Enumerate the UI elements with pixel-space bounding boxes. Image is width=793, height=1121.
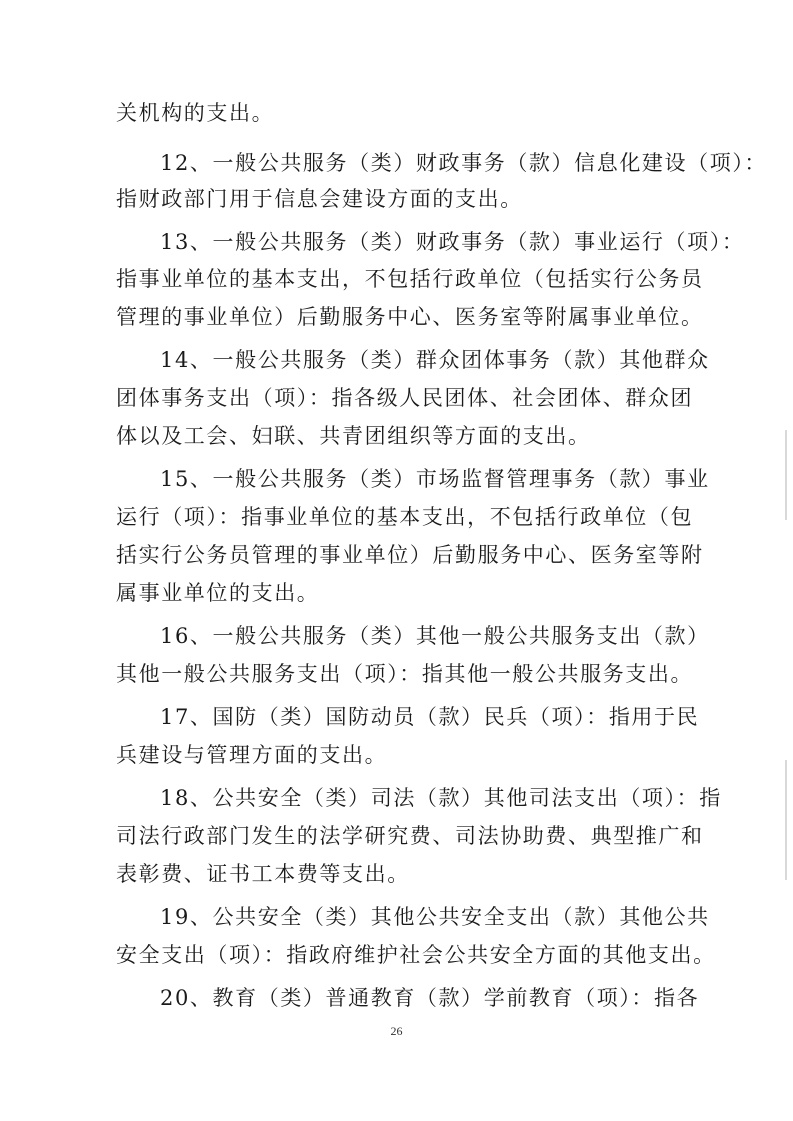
paragraph-first-line: 14、一般公共服务（类）群众团体事务（款）其他群众 [160,348,710,372]
text-line: 运行（项）：指事业单位的基本支出，不包括行政单位（包 [116,505,694,529]
text-line: 兵建设与管理方面的支出。 [116,743,388,767]
scan-edge-mark [785,760,787,880]
text-line: 体以及工会、妇联、共青团组织等方面的支出。 [116,424,591,448]
page-number: 26 [390,1024,403,1038]
paragraph-first-line: 18、公共安全（类）司法（款）其他司法支出（项）：指 [160,786,722,810]
text-line: 其他一般公共服务支出（项）：指其他一般公共服务支出。 [116,662,694,686]
text-line: 指财政部门用于信息会建设方面的支出。 [116,187,523,211]
text-line: 管理的事业单位）后勤服务中心、医务室等附属事业单位。 [116,305,704,329]
paragraph-first-line: 20、教育（类）普通教育（款）学前教育（项）：指各 [160,986,700,1010]
text-line: 指事业单位的基本支出，不包括行政单位（包括实行公务员 [116,267,704,291]
text-line: 司法行政部门发生的法学研究费、司法协助费、典型推广和 [116,824,704,848]
text-line: 团体事务支出（项）：指各级人民团体、社会团体、群众团 [116,386,694,410]
paragraph-first-line: 12、一般公共服务（类）财政事务（款）信息化建设（项）： [160,151,768,175]
text-line: 属事业单位的支出。 [116,581,320,605]
paragraph-first-line: 13、一般公共服务（类）财政事务（款）事业运行（项）： [160,230,745,254]
paragraph-first-line: 16、一般公共服务（类）其他一般公共服务支出（款） [160,624,710,648]
text-line: 安全支出（项）：指政府维护社会公共安全方面的其他支出。 [116,943,716,967]
paragraph-first-line: 19、公共安全（类）其他公共安全支出（款）其他公共 [160,905,710,929]
scan-edge-mark [785,430,787,520]
paragraph-first-line: 17、国防（类）国防动员（款）民兵（项）：指用于民 [160,705,700,729]
paragraph-first-line: 15、一般公共服务（类）市场监督管理事务（款）事业 [160,467,710,491]
text-line: 括实行公务员管理的事业单位）后勤服务中心、医务室等附 [116,543,704,567]
text-line: 关机构的支出。 [116,101,275,125]
text-line: 表彰费、证书工本费等支出。 [116,862,410,886]
